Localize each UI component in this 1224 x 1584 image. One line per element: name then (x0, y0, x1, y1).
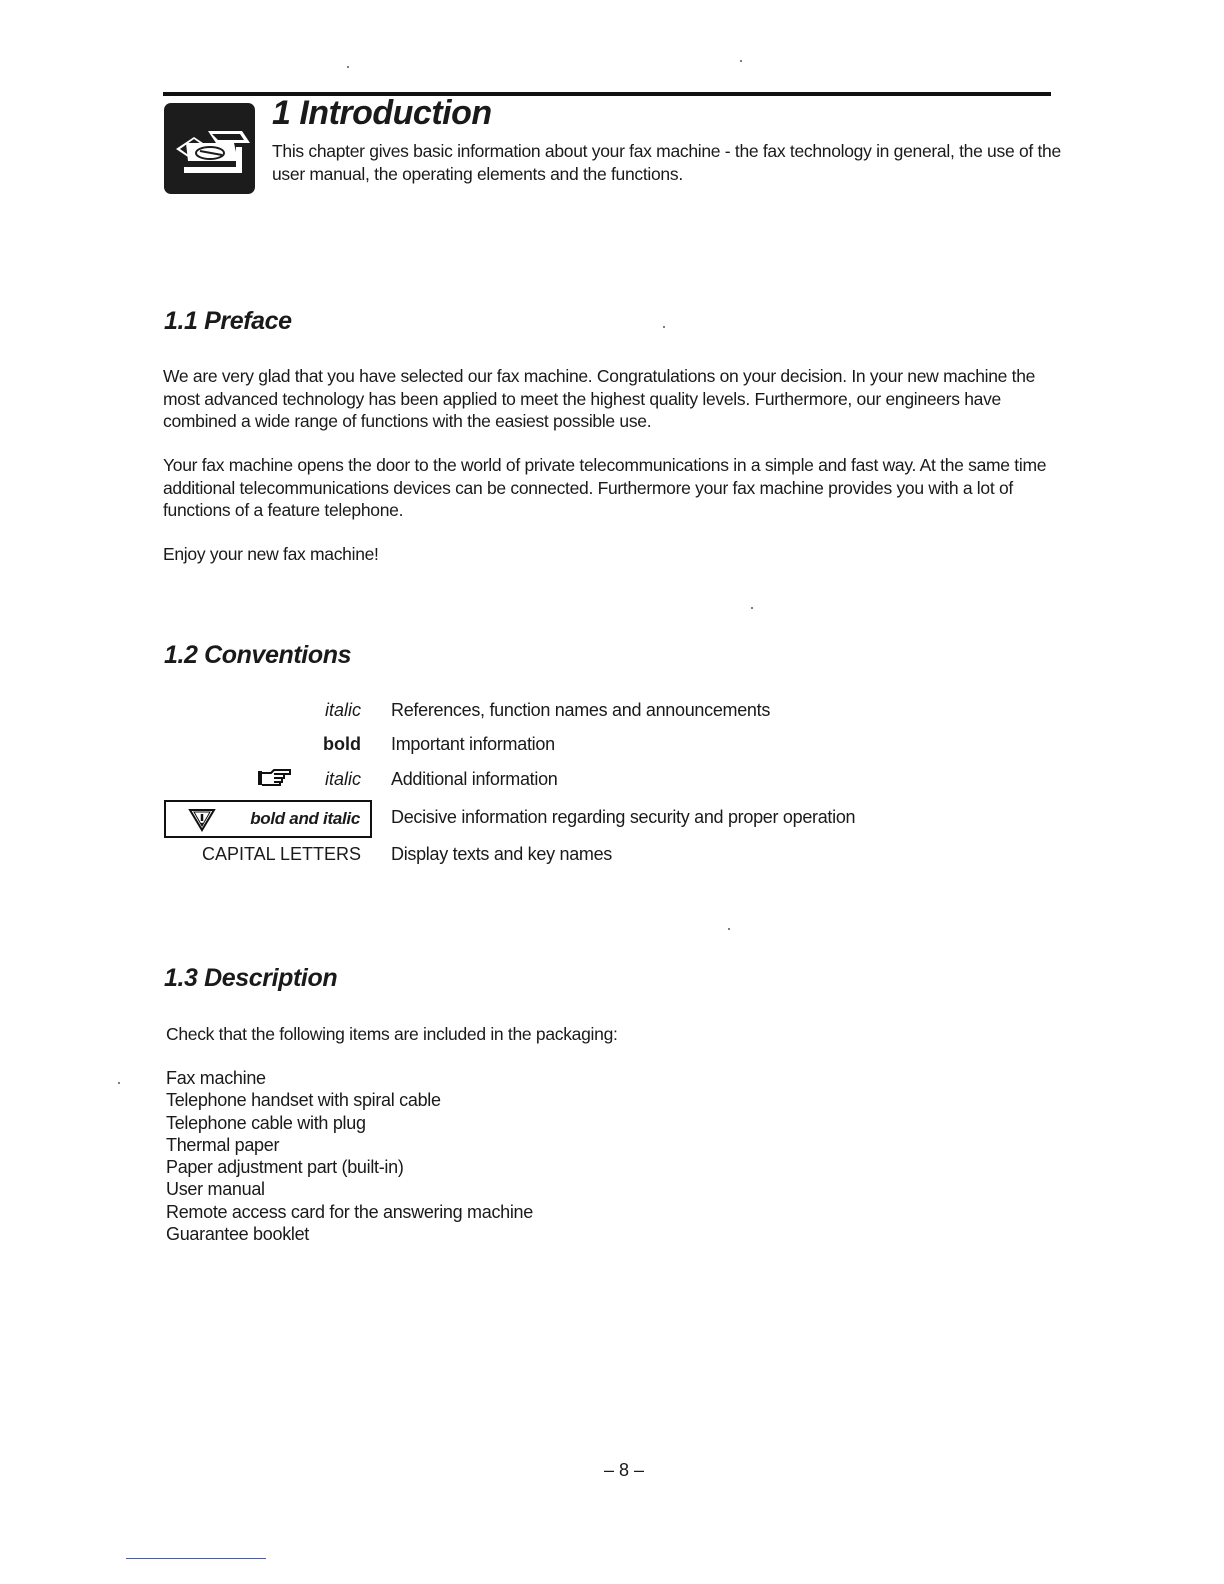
description-intro: Check that the following items are included in the packaging: (166, 1024, 618, 1044)
package-items-list (166, 1067, 533, 1245)
chapter-title: 1 Introduction (272, 94, 492, 132)
convention-description: Important information (391, 734, 555, 754)
preface-paragraph-3: Enjoy your new fax machine! (163, 544, 379, 564)
pointing-hand-icon (257, 768, 293, 793)
list-item: User manual (166, 1179, 265, 1200)
list-item: Guarantee booklet (166, 1224, 310, 1245)
convention-description: Additional information (391, 769, 558, 789)
description-heading: 1.3 Description (164, 964, 338, 992)
open-box-icon (164, 103, 255, 194)
chapter-intro: This chapter gives basic information about your fax machine - the fax technology in general, the use of the user manual, the operating elements and the functions. (272, 141, 1061, 184)
list-item: Thermal paper (166, 1134, 280, 1155)
page-number: – 8 – (604, 1460, 645, 1480)
convention-label-italic: italic (324, 700, 361, 720)
convention-label-italic-additional: italic (324, 769, 361, 789)
preface-heading: 1.1 Preface (164, 307, 292, 335)
convention-description: References, function names and announcements (391, 700, 771, 720)
scan-speck (740, 60, 742, 62)
convention-label-bold-italic: bold and italic (250, 809, 360, 828)
list-item: Telephone cable with plug (166, 1112, 366, 1133)
preface-paragraph-2: Your fax machine opens the door to the world of private telecommunications in a simple and fast way. At the same time additional telecommunications devices can be connected. Furthermore your fax machine provides you with a lot of functions of a feature telephone. (163, 455, 1047, 520)
scan-speck (118, 1082, 120, 1084)
list-item: Remote access card for the answering machine (166, 1201, 533, 1222)
scan-speck (347, 66, 349, 68)
scan-speck (751, 607, 753, 609)
list-item: Fax machine (166, 1068, 266, 1088)
list-item: Telephone handset with spiral cable (166, 1090, 441, 1111)
convention-description: Display texts and key names (391, 844, 613, 864)
preface-paragraph-1: We are very glad that you have selected our fax machine. Congratulations on your decision. In your new machine the most advanced technology has been applied to meet the highest quality levels. Furthermore, our engineers have combined a wide range of functions with the easiest possible use. (163, 366, 1036, 431)
warning-triangle-icon (188, 808, 216, 837)
convention-label-bold: bold (323, 734, 361, 754)
convention-label-capitals: CAPITAL LETTERS (201, 844, 361, 864)
scan-artifact-line (126, 1558, 266, 1559)
convention-description: Decisive information regarding security and proper operation (391, 807, 856, 827)
conventions-heading: 1.2 Conventions (164, 641, 352, 669)
warning-convention-box (164, 800, 372, 838)
scan-speck (663, 326, 665, 328)
list-item: Paper adjustment part (built-in) (166, 1157, 404, 1178)
scan-speck (728, 928, 730, 930)
